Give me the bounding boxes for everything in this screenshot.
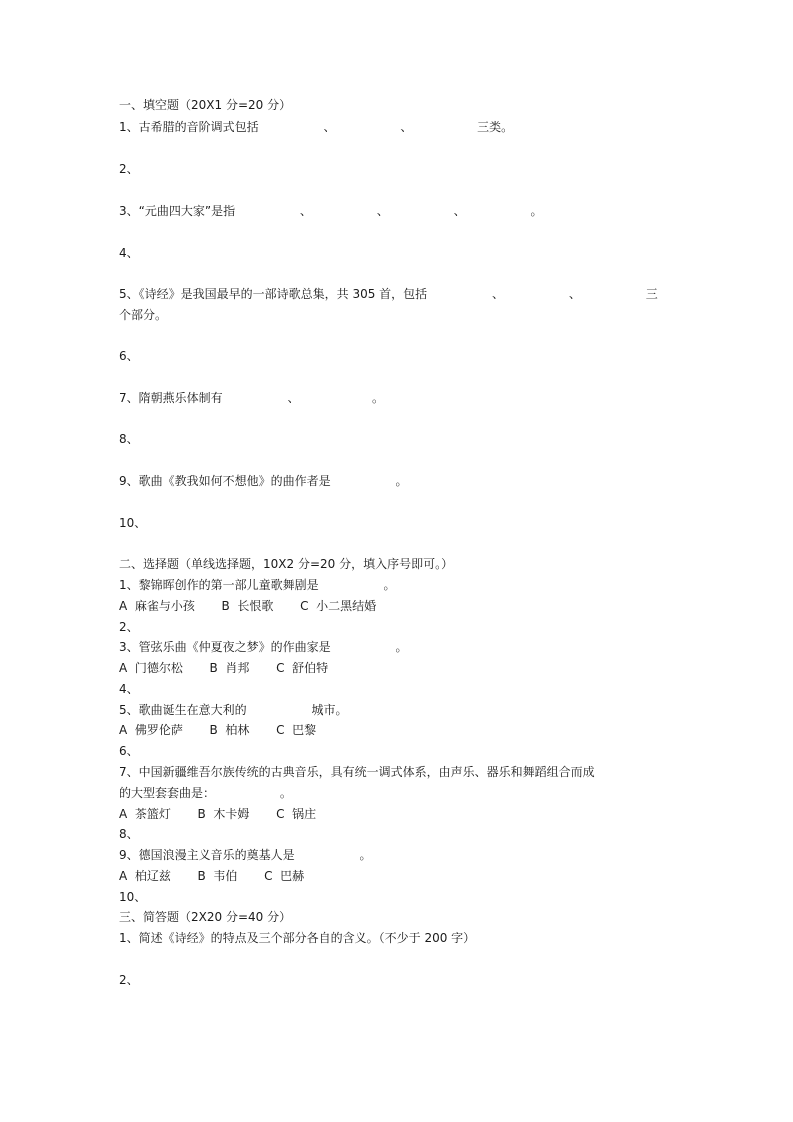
choice-q7-options: A 茶篮灯 B 木卡姆 C 锅庄 — [119, 807, 317, 821]
choice-q2: 2、 — [119, 620, 139, 634]
fill-blank-q5-line2: 个部分。 — [119, 308, 168, 322]
choice-q9: 9、德国浪漫主义音乐的奠基人是 。 — [119, 848, 372, 862]
fill-blank-q7: 7、隋朝燕乐体制有 、 。 — [119, 391, 384, 405]
fill-blank-q1: 1、古希腊的音阶调式包括 、 、 三类。 — [119, 120, 514, 134]
fill-blank-q4: 4、 — [119, 246, 139, 260]
short-answer-q2: 2、 — [119, 973, 139, 987]
choice-q7-line2: 的大型套套曲是： 。 — [119, 786, 292, 800]
fill-blank-q3: 3、“元曲四大家”是指 、 、 、 。 — [119, 204, 543, 218]
choice-q6: 6、 — [119, 744, 139, 758]
choice-q8: 8、 — [119, 827, 139, 841]
choice-q10: 10、 — [119, 890, 147, 904]
short-answer-q1: 1、简述《诗经》的特点及三个部分各自的含义。（不少于 200 字） — [119, 931, 476, 945]
choice-q7-line1: 7、中国新疆维吾尔族传统的古典音乐，具有统一调式体系，由声乐、器乐和舞蹈组合而成 — [119, 765, 595, 779]
choice-q3-options: A 门德尔松 B 肖邦 C 舒伯特 — [119, 661, 329, 675]
choice-q5-options: A 佛罗伦萨 B 柏林 C 巴黎 — [119, 723, 317, 737]
choice-q1: 1、黎锦晖创作的第一部儿童歌舞剧是 。 — [119, 578, 396, 592]
fill-blank-header: 一、填空题（20X1 分=20 分） — [119, 98, 292, 112]
fill-blank-q8: 8、 — [119, 432, 139, 446]
fill-blank-q9: 9、歌曲《教我如何不想他》的曲作者是 。 — [119, 474, 408, 488]
fill-blank-q5-line1: 5、《诗经》是我国最早的一部诗歌总集，共 305 首，包括 、 、 三 — [119, 287, 658, 301]
choice-q9-options: A 柏辽兹 B 韦伯 C 巴赫 — [119, 869, 305, 883]
fill-blank-q2: 2、 — [119, 162, 139, 176]
choice-header: 二、选择题（单线选择题，10X2 分=20 分，填入序号即可。） — [119, 557, 454, 571]
short-answer-header: 三、简答题（2X20 分=40 分） — [119, 910, 292, 924]
choice-q3: 3、管弦乐曲《仲夏夜之梦》的作曲家是 。 — [119, 640, 408, 654]
choice-q5: 5、歌曲诞生在意大利的 城市。 — [119, 703, 348, 717]
choice-q1-options: A 麻雀与小孩 B 长恨歌 C 小二黑结婚 — [119, 599, 377, 613]
fill-blank-q10: 10、 — [119, 516, 147, 530]
choice-q4: 4、 — [119, 682, 139, 696]
fill-blank-q6: 6、 — [119, 349, 139, 363]
